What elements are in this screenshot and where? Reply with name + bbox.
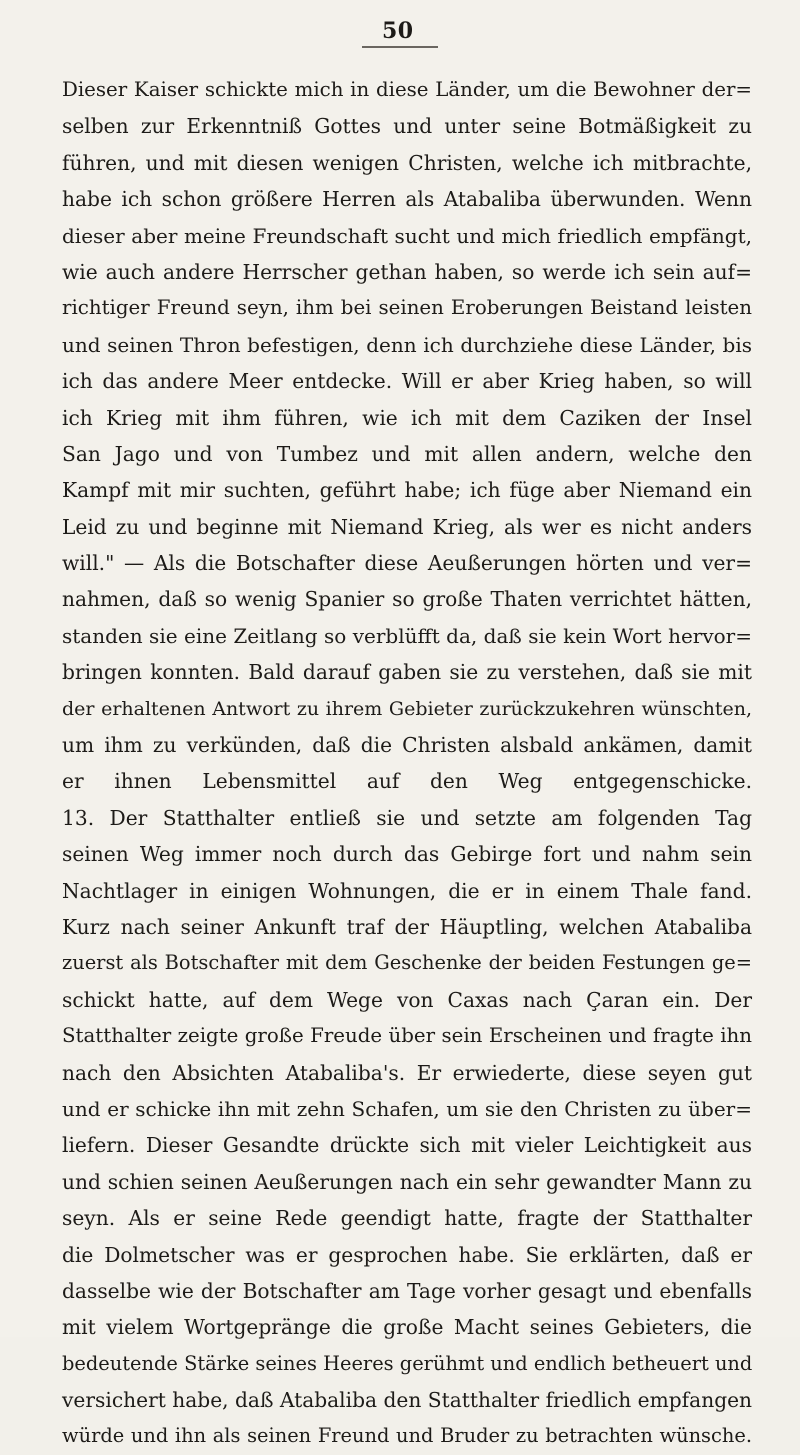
text-line: wie auch andere Herrscher gethan haben, so werde ich sein auf= — [62, 259, 752, 284]
text-line: will." — Als die Botschafter diese Aeußerungen hörten und ver= — [62, 551, 752, 576]
text-line: Kampf mit mir suchten, geführt habe; ich füge aber Niemand ein — [62, 478, 752, 503]
text-line: ich das andere Meer entdecke. Will er aber Krieg haben, so will — [62, 369, 752, 394]
text-line: standen sie eine Zeitlang so verblüfft da, daß sie kein Wort hervor= — [62, 623, 752, 648]
text-line: 13. Der Statthalter entließ sie und setzte am folgenden Tag — [62, 805, 752, 830]
text-line: Nachtlager in einigen Wohnungen, die er in einem Thale fand. — [62, 878, 752, 903]
text-line: und schien seinen Aeußerungen nach ein sehr gewandter Mann zu — [62, 1169, 752, 1194]
text-line: liefern. Dieser Gesandte drückte sich mit vieler Leichtigkeit aus — [62, 1133, 752, 1158]
text-line: seyn. Als er seine Rede geendigt hatte, fragte der Statthalter — [62, 1206, 752, 1231]
text-line: seinen Weg immer noch durch das Gebirge fort und nahm sein — [62, 842, 752, 867]
text-line: er ihnen Lebensmittel auf den Weg entgegenschicke. — [62, 769, 752, 794]
text-line: dieser aber meine Freundschaft sucht und mich friedlich empfängt, — [62, 223, 752, 248]
text-line: Kurz nach seiner Ankunft traf der Häuptling, welchen Atabaliba — [62, 914, 752, 939]
text-line: die Dolmetscher was er gesprochen habe. Sie erklärten, daß er — [62, 1242, 752, 1267]
text-line: San Jago und von Tumbez und mit allen andern, welche den — [62, 441, 752, 466]
text-line: bedeutende Stärke seines Heeres gerühmt und endlich betheuert und — [62, 1351, 753, 1375]
text-line: nahmen, daß so wenig Spanier so große Thaten verrichtet hätten, — [62, 587, 752, 612]
text-line: der erhaltenen Antwort zu ihrem Gebieter zurückzukehren wünschten, — [62, 697, 752, 720]
text-line: selben zur Erkenntniß Gottes und unter seine Botmäßigkeit zu — [62, 114, 752, 139]
text-line: schickt hatte, auf dem Wege von Caxas nach Çaran ein. Der — [62, 987, 752, 1012]
text-line: um ihm zu verkünden, daß die Christen alsbald ankämen, damit — [62, 733, 752, 758]
text-line: mit vielem Wortgepränge die große Macht seines Gebieters, die — [62, 1315, 752, 1340]
text-line: und er schicke ihn mit zehn Schafen, um sie den Christen zu über= — [62, 1096, 752, 1121]
page-number: 50 — [382, 18, 414, 44]
text-line: bringen konnten. Bald darauf gaben sie zu verstehen, daß sie mit — [62, 660, 752, 685]
text-line: richtiger Freund seyn, ihm bei seinen Eroberungen Beistand leisten — [62, 296, 752, 320]
text-line: habe ich schon größere Herren als Atabaliba überwunden. Wenn — [62, 187, 752, 212]
page-number-rule — [362, 46, 438, 48]
text-line: führen, und mit diesen wenigen Christen, welche ich mitbrachte, — [62, 150, 752, 175]
text-line: Statthalter zeigte große Freude über sein Erscheinen und fragte ihn — [62, 1024, 752, 1048]
text-line: und seinen Thron befestigen, denn ich durchziehe diese Länder, bis — [62, 332, 752, 357]
body-text — [62, 72, 752, 1455]
text-line: würde und ihn als seinen Freund und Bruder zu betrachten wünsche. — [62, 1424, 752, 1448]
text-line: Leid zu und beginne mit Niemand Krieg, als wer es nicht anders — [62, 514, 752, 539]
text-line: versichert habe, daß Atabaliba den Statthalter friedlich empfangen — [62, 1388, 753, 1413]
text-line: dasselbe wie der Botschafter am Tage vorher gesagt und ebenfalls — [62, 1278, 752, 1303]
text-line: ich Krieg mit ihm führen, wie ich mit dem Caziken der Insel — [62, 405, 752, 430]
text-line: nach den Absichten Atabaliba's. Er erwiederte, diese seyen gut — [62, 1060, 752, 1085]
text-line: zuerst als Botschafter mit dem Geschenke der beiden Festungen ge= — [62, 951, 752, 975]
text-line: Dieser Kaiser schickte mich in diese Länder, um die Bewohner der= — [62, 78, 752, 101]
